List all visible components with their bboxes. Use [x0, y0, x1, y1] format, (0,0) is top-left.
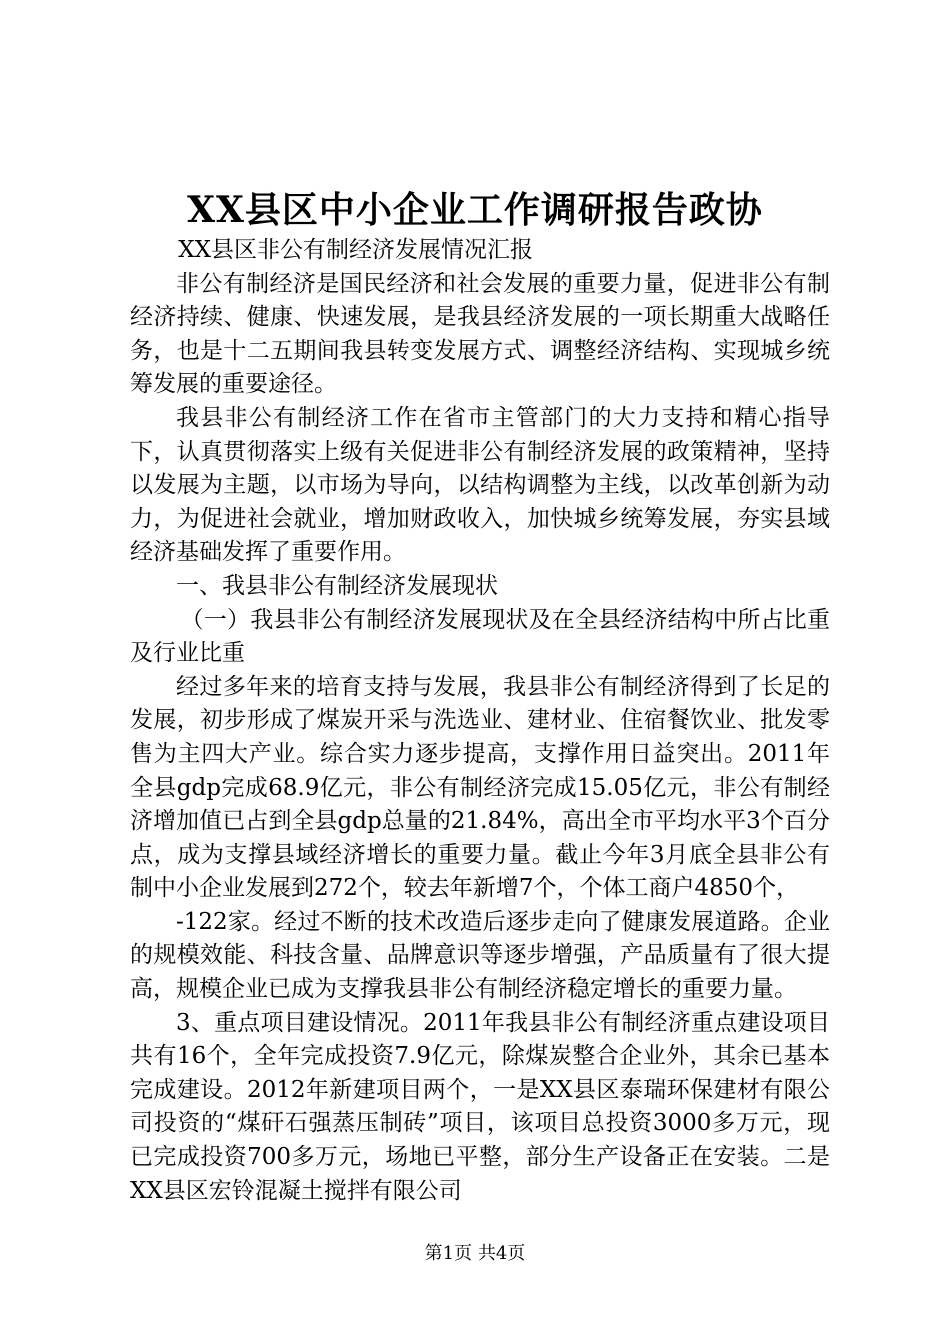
background-paragraph: 我县非公有制经济工作在省市主管部门的大力支持和精心指导下，认真贯彻落实上级有关促进非公有制经济发展的政策精神，坚持以发展为主题，以市场为导向，以结构调整为主线，以改革创新为动力，为促进社会就业，增加财政收入，加快城乡统筹发展，夯实县域经济基础发挥了重要作用。: [130, 404, 830, 566]
section-heading: 一、我县非公有制经济发展现状: [176, 572, 498, 599]
intro-paragraph: 非公有制经济是国民经济和社会发展的重要力量，促进非公有制经济持续、健康、快速发展，是我县经济发展的一项长期重大战略任务，也是十二五期间我县转变发展方式、调整经济结构、实现城乡统筹发展的重要途径。: [130, 270, 830, 398]
document-body: [130, 234, 830, 1208]
document-title: XX县区中小企业工作调研报告政协: [187, 189, 763, 231]
enterprise-paragraph: -122家。经过不断的技术改造后逐步走向了健康发展道路。企业的规模效能、科技含量、品牌意识等逐步增强，产品质量有了很大提高，规模企业已成为支撑我县非公有制经济稳定增长的重要力量。: [130, 908, 830, 1003]
subsection-heading: （一）我县非公有制经济发展现状及在全县经济结构中所占比重及行业比重: [130, 606, 830, 667]
development-paragraph: 经过多年来的培育支持与发展，我县非公有制经济得到了长足的发展，初步形成了煤炭开采与洗选业、建材业、住宿餐饮业、批发零售为主四大产业。综合实力逐步提高，支撑作用日益突出。2011年全县gdp完成68.9亿元，非公有制经济完成15.05亿元，非公有制经济增加值已占到全县gdp总量的21.84%，高出全市平均水平3个百分点，成为支撑县域经济增长的重要力量。截止今年3月底全县非公有制中小企业发展到272个，较去年新增7个，个体工商户4850个，: [130, 673, 830, 902]
page-footer: 第1页 共4页: [424, 1243, 526, 1264]
projects-paragraph: 3、重点项目建设情况。2011年我县非公有制经济重点建设项目共有16个，全年完成投资7.9亿元，除煤炭整合企业外，其余已基本完成建设。2012年新建项目两个，一是XX县区泰瑞环保建材有限公司投资的“煤矸石强蒸压制砖”项目，该项目总投资3000多万元，现已完成投资700多万元，场地已平整，部分生产设备正在安装。二是XX县区宏铃混凝土搅拌有限公司: [130, 1009, 830, 1204]
report-subtitle: XX县区非公有制经济发展情况汇报: [178, 237, 534, 263]
